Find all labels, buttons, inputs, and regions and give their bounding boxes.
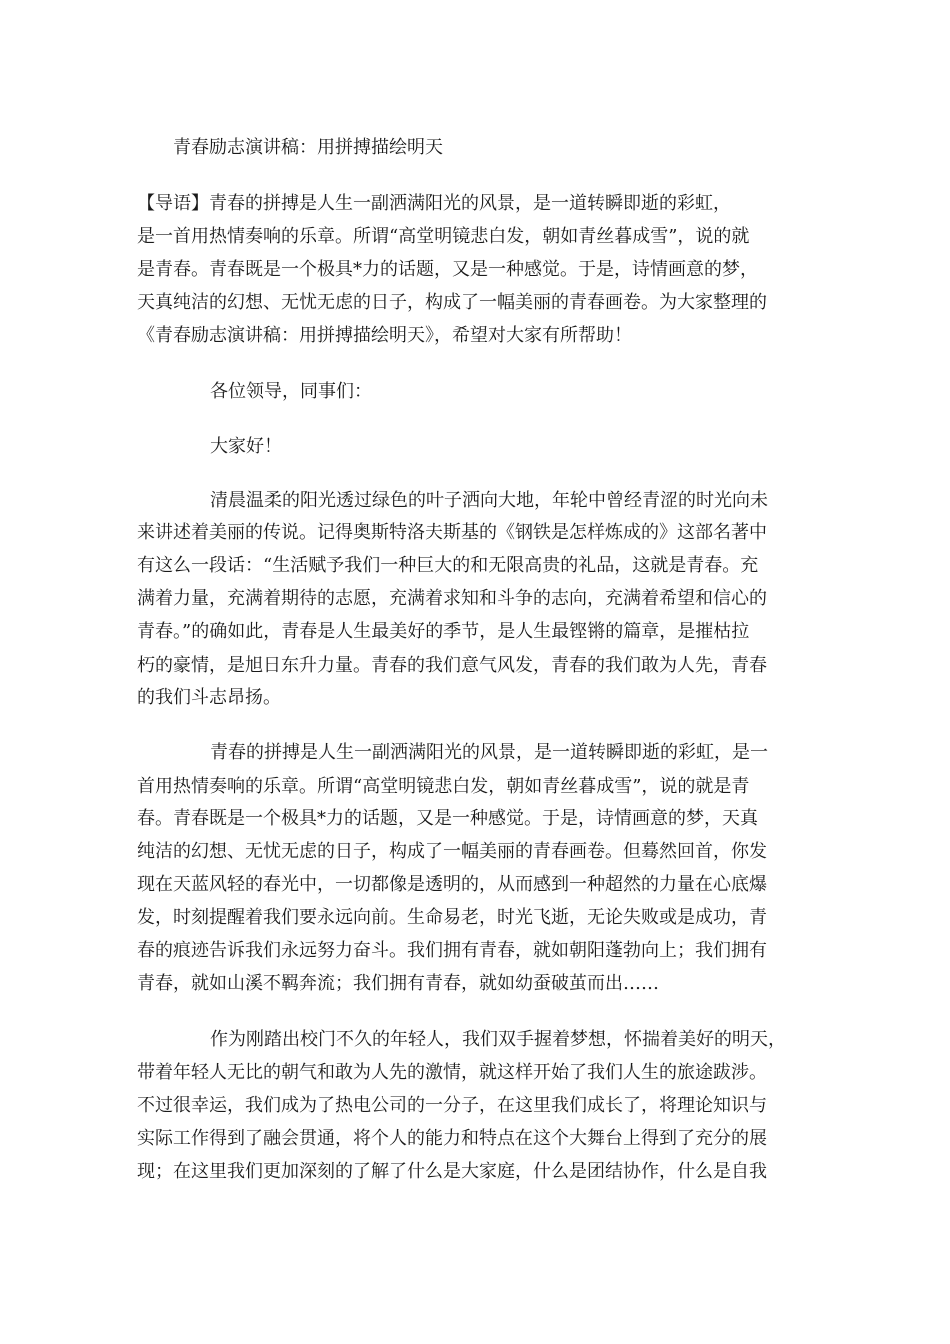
paragraph-line: 带着年轻人无比的朝气和敢为人先的激情，就这样开始了我们人生的旅途跋涉。 (137, 1062, 767, 1083)
paragraph-line: 发，时刻提醒着我们要永远向前。生命易老，时光飞逝，无论失败或是成功，青 (137, 907, 767, 928)
paragraph-line: 作为刚踏出校门不久的年轻人，我们双手握着梦想，怀揣着美好的明天， (210, 1029, 786, 1050)
paragraph-line: 来讲述着美丽的传说。记得奥斯特洛夫斯基的《钢铁是怎样炼成的》这部名著中 (137, 522, 767, 543)
intro-line: 【导语】青春的拼搏是人生一副洒满阳光的风景，是一道转瞬即逝的彩虹， (137, 193, 731, 214)
intro-line: 《青春励志演讲稿：用拼搏描绘明天》，希望对大家有所帮助！ (137, 325, 632, 346)
paragraph-line: 青春，就如山溪不羁奔流；我们拥有青春，就如幼蚕破茧而出…… (137, 973, 659, 994)
paragraph-line: 的我们斗志昂扬。 (137, 687, 281, 708)
paragraph-line: 实际工作得到了融会贯通，将个人的能力和特点在这个大舞台上得到了充分的展 (137, 1128, 767, 1149)
salutation: 各位领导，同事们： (210, 381, 372, 402)
paragraph-line: 清晨温柔的阳光透过绿色的叶子洒向大地，年轮中曾经青涩的时光向未 (210, 490, 768, 511)
paragraph-line: 现在天蓝风轻的春光中，一切都像是透明的，从而感到一种超然的力量在心底爆 (137, 874, 767, 895)
paragraph-line: 不过很幸运，我们成为了热电公司的一分子，在这里我们成长了，将理论知识与 (137, 1095, 767, 1116)
paragraph-line: 有这么一段话：“生活赋予我们一种巨大的和无限高贵的礼品，这就是青春。充 (137, 555, 759, 576)
paragraph-line: 纯洁的幻想、无忧无虑的日子，构成了一幅美丽的青春画卷。但蓦然回首，你发 (137, 841, 767, 862)
paragraph-line: 现；在这里我们更加深刻的了解了什么是大家庭，什么是团结协作，什么是自我 (137, 1161, 767, 1182)
greeting: 大家好！ (210, 436, 282, 457)
document-title: 青春励志演讲稿：用拼搏描绘明天 (173, 137, 443, 158)
intro-line: 是一首用热情奏响的乐章。所谓“高堂明镜悲白发，朝如青丝暮成雪”，说的就 (137, 226, 750, 247)
paragraph-line: 首用热情奏响的乐章。所谓“高堂明镜悲白发，朝如青丝暮成雪”，说的就是青 (137, 776, 750, 797)
paragraph-line: 春的痕迹告诉我们永远努力奋斗。我们拥有青春，就如朝阳蓬勃向上；我们拥有 (137, 940, 767, 961)
paragraph-line: 朽的豪情，是旭日东升力量。青春的我们意气风发，青春的我们敢为人先，青春 (137, 655, 767, 676)
paragraph-line: 春。青春既是一个极具*力的话题，又是一种感觉。于是，诗情画意的梦，天真 (137, 808, 758, 829)
paragraph-line: 满着力量，充满着期待的志愿，充满着求知和斗争的志向，充满着希望和信心的 (137, 588, 767, 609)
paragraph-line: 青春的拼搏是人生一副洒满阳光的风景，是一道转瞬即逝的彩虹，是一 (210, 742, 768, 763)
paragraph-line: 青春。”的确如此，青春是人生最美好的季节，是人生最铿锵的篇章，是摧枯拉 (137, 621, 750, 642)
intro-line: 是青春。青春既是一个极具*力的话题，又是一种感觉。于是，诗情画意的梦， (137, 259, 758, 280)
intro-line: 天真纯洁的幻想、无忧无虑的日子，构成了一幅美丽的青春画卷。为大家整理的 (137, 292, 767, 313)
